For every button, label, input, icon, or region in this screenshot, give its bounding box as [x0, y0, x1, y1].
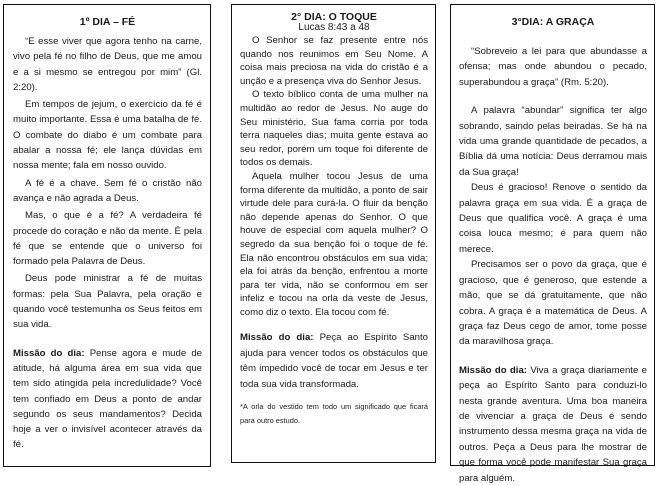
day1-title: 1º DIA – FÉ [79, 16, 136, 28]
day2-paragraph: Aquela mulher tocou Jesus de uma forma diferente da multidão, a ponto de sair virtude dele para curá-la. O fluir da benção não depende apenas do Senhor. O que houve de especial com aquela mulher? O segredo da sua benção foi o toque de fé. Ela não encontrou obstáculos em sua vida; ela foi atrás da benção, enfrentou a morte para ter vida, não se conformou em ser infeliz e tocou na orla da veste de Jesus, como diz o texto. Ela tocou com fé. [240, 170, 428, 318]
day2-paragraph: O texto bíblico conta de uma mulher na multidão ao redor de Jesus. No auge do Seu ministério, Sua fama corria por toda terra naqueles dias; muita gente estava ao seu redor, porém um toque foi diferente de todos os demais. [240, 89, 428, 169]
day1-verse: “E esse viver que agora tenho na carne, vivo pela fé no filho de Deus, que me amou e a si mesmo se entregou por mim” (Gl. 2:20). [13, 36, 202, 93]
day1-paragraph: Deus pode ministrar a fé de muitas formas: pela Sua Palavra, pela oração e quando você testemunha os Seus feitos em sua vida. [13, 273, 202, 331]
day2-mission-label: Missão do dia: [240, 332, 314, 344]
day2-paragraph: O Senhor se faz presente entre nós quando nos reunimos em Seu Nome. A coisa mais preciosa na vida do cristão é a unção e a presença viva do Senhor Jesus. [240, 35, 428, 87]
day2-reference: Lucas 8:43 a 48 [298, 22, 370, 33]
day3-verse: “Sobreveio a lei para que abundasse a ofensa; mas onde abundou o pecado, superabundou a graça” (Rm. 5:20). [459, 46, 647, 88]
day3-mission-text: Viva a graça diariamente e peça ao Espírito Santo para conduzi-lo nesta grande aventura. Uma boa maneira de vivenciar a graça de Deus é sendo instrumento dessa mesma graça na vida de outros. Peça a Deus para lhe mostrar de que forma você pode manifestar Sua graça para alguém. [459, 364, 647, 484]
day1-paragraph: Em tempos de jejum, o exercício da fé é muito importante. Essa é uma batalha de fé. O combate do diabo é um combate para abalar a nossa fé; ele lança dúvidas em nossa mente; fala em nosso ouvido. [13, 99, 202, 172]
day1-mission-text: Pense agora e mude de atitude, há alguma área em sua vida que tem sido atingida pela incredulidade? Você tem confiado em Deus a ponto de andar segundo os seus mandamentos? Decida hoje a ver o invisível acontecer através da fé. [13, 347, 202, 451]
day3-paragraph: Precisamos ser o povo da graça, que é gracioso, que é generoso, que estende a mão, que se dá gratuitamente, que não cobra. A graça é a matemática de Deus. A graça faz Deus cego de amor, tome posse da maravilhosa graça. [459, 259, 647, 348]
day3-mission-label: Missão do dia: [459, 364, 527, 376]
day2-footnote: *A orla do vestido tem todo um significado que ficará para outro estudo. [240, 402, 428, 425]
day2-card [231, 4, 436, 463]
day1-card [3, 4, 211, 467]
day3-mission [459, 363, 647, 486]
day3-paragraph: A palavra “abundar” significa ter algo sobrando, saindo pelas beiradas. Se há na vida uma grande quantidade de pecados, a Bíblia dá uma notícia: Deus derramou mais da Sua graça! [459, 105, 647, 178]
day2-mission [240, 330, 428, 392]
day1-paragraph: Mas, o que é a fé? A verdadeira fé procede do coração e não da mente. É pela fé que se entende que o universo foi formado pela Palavra de Deus. [13, 210, 202, 268]
day1-paragraph: A fé é a chave. Sem fé o cristão não avança e não agrada a Deus. [13, 177, 202, 204]
day1-mission-label: Missão do dia: [13, 347, 85, 359]
day3-card [450, 4, 655, 484]
day1-mission [13, 346, 202, 453]
day2-title: 2° DIA: O TOQUE [291, 11, 377, 23]
day2-mission-text: Peça ao Espírito Santo ajuda para vencer todos os obstáculos que têm impedido você de tocar em Jesus e ter toda sua vida transformada. [240, 332, 429, 390]
day3-title: 3°DIA: A GRAÇA [511, 16, 595, 28]
day3-paragraph: Deus é gracioso! Renove o sentido da palavra graça em sua vida. É a graça de Deus que qualifica você. A graça é uma coisa louca mesmo; é para quem não merece. [459, 182, 647, 255]
